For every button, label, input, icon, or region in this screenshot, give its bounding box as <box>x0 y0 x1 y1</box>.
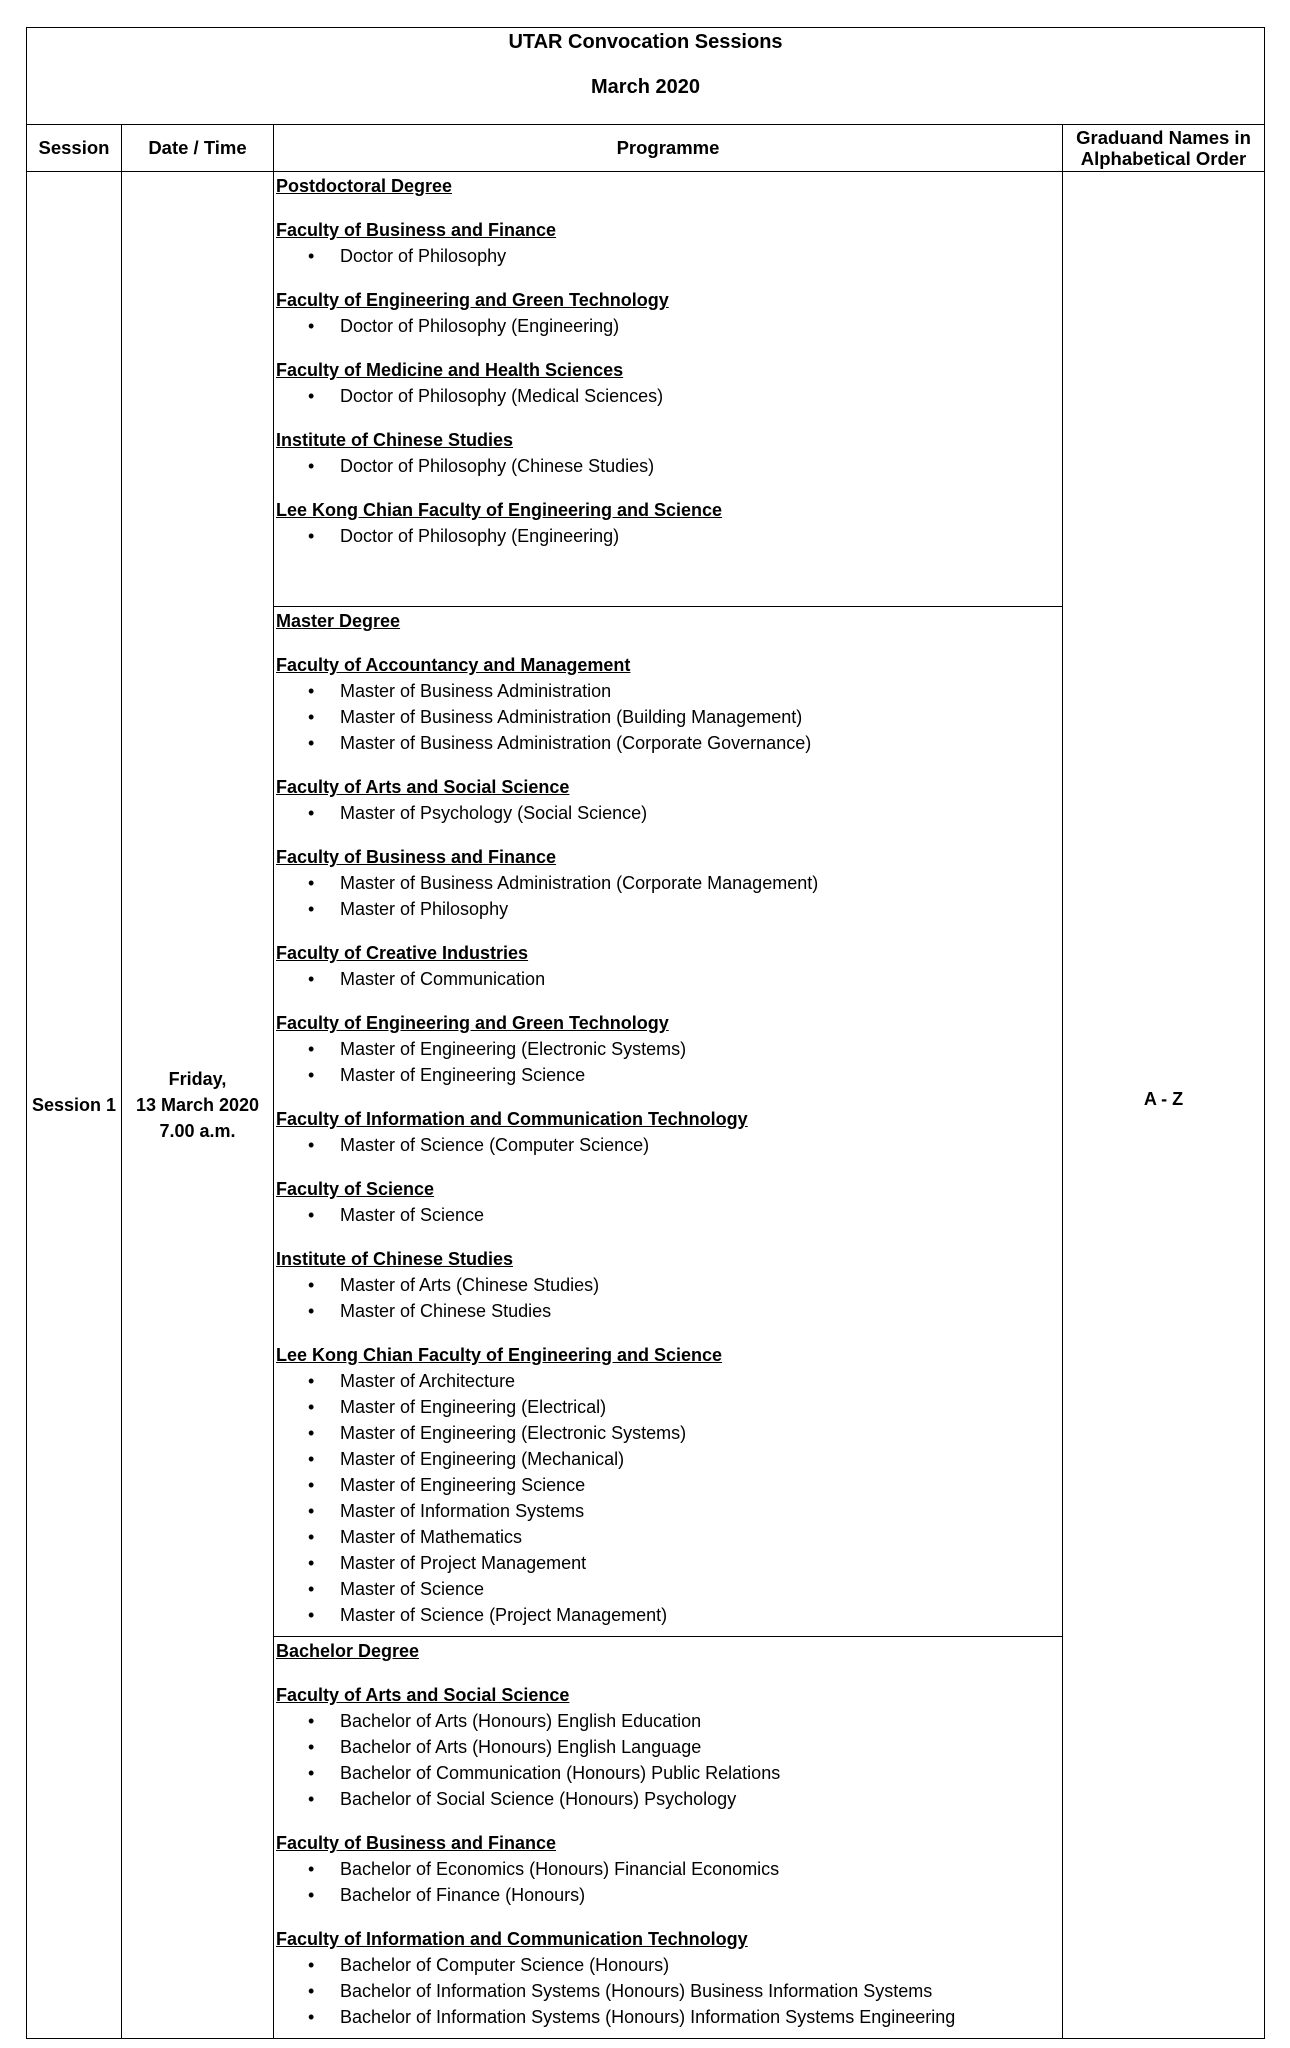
header-graduands-line1: Graduand Names in <box>1076 127 1251 148</box>
programme-item: • Master of Chinese Studies <box>274 1298 1062 1324</box>
faculty-group <box>274 1682 1062 1812</box>
faculty-name: Faculty of Business and Finance <box>276 1833 557 1853</box>
document-title: UTAR Convocation Sessions <box>508 31 783 53</box>
programme-list <box>274 453 1062 479</box>
degree-block <box>274 172 1062 607</box>
programme-list <box>274 800 1062 826</box>
programme-list <box>274 243 1062 269</box>
faculty-name: Faculty of Information and Communication Technology <box>276 1109 748 1129</box>
programme-item: • Bachelor of Information Systems (Honours) Information Systems Engineering <box>274 2004 1062 2030</box>
session-date: 13 March 2020 <box>135 1095 260 1115</box>
faculty-name: Faculty of Arts and Social Science <box>276 777 570 797</box>
faculty-group <box>274 497 1062 549</box>
programme-item: • Bachelor of Arts (Honours) English Language <box>274 1734 1062 1760</box>
programme-item: • Bachelor of Communication (Honours) Public Relations <box>274 1760 1062 1786</box>
programme-list <box>274 1036 1062 1088</box>
degree-block <box>274 607 1062 1637</box>
faculty-group <box>274 357 1062 409</box>
programme-list <box>274 1202 1062 1228</box>
programme-item: • Doctor of Philosophy (Medical Sciences) <box>274 383 1062 409</box>
programme-list <box>274 1368 1062 1628</box>
programme-item: • Master of Engineering Science <box>274 1472 1062 1498</box>
programme-item: • Doctor of Philosophy (Chinese Studies) <box>274 453 1062 479</box>
faculty-group <box>274 1830 1062 1908</box>
faculty-group <box>274 844 1062 922</box>
programme-list <box>274 1708 1062 1812</box>
faculty-name: Faculty of Information and Communication Technology <box>276 1929 748 1949</box>
header-session: Session <box>27 125 122 172</box>
faculty-name: Faculty of Arts and Social Science <box>276 1685 570 1705</box>
programme-item: • Bachelor of Economics (Honours) Financial Economics <box>274 1856 1062 1882</box>
programme-item: • Bachelor of Social Science (Honours) Psychology <box>274 1786 1062 1812</box>
programme-list <box>274 1132 1062 1158</box>
programme-item: • Master of Business Administration <box>274 678 1062 704</box>
header-graduands <box>1063 125 1265 172</box>
header-datetime: Date / Time <box>122 125 274 172</box>
programme-list <box>274 870 1062 922</box>
programme-item: • Bachelor of Arts (Honours) English Education <box>274 1708 1062 1734</box>
session-time: 7.00 a.m. <box>159 1121 236 1141</box>
programme-item: • Master of Engineering (Electronic Systems) <box>274 1036 1062 1062</box>
programme-list <box>274 383 1062 409</box>
faculty-group <box>274 940 1062 992</box>
faculty-name: Faculty of Creative Industries <box>276 943 529 963</box>
programme-item: • Doctor of Philosophy (Engineering) <box>274 313 1062 339</box>
programme-item: • Master of Business Administration (Building Management) <box>274 704 1062 730</box>
faculty-name: Faculty of Engineering and Green Technology <box>276 1013 669 1033</box>
programme-item: • Master of Arts (Chinese Studies) <box>274 1272 1062 1298</box>
degree-heading: Bachelor Degree <box>276 1641 420 1661</box>
programme-item: • Master of Engineering Science <box>274 1062 1062 1088</box>
programme-item: • Master of Science (Computer Science) <box>274 1132 1062 1158</box>
session-datetime <box>122 172 274 2039</box>
programme-item: • Master of Philosophy <box>274 896 1062 922</box>
table-title-cell <box>27 28 1265 125</box>
programme-list <box>274 313 1062 339</box>
faculty-group <box>274 774 1062 826</box>
programme-item: • Master of Engineering (Electronic Systems) <box>274 1420 1062 1446</box>
programme-list <box>274 1952 1062 2030</box>
programme-item: • Master of Communication <box>274 966 1062 992</box>
programme-item: • Master of Business Administration (Corporate Management) <box>274 870 1062 896</box>
programme-item: • Doctor of Philosophy (Engineering) <box>274 523 1062 549</box>
programme-item: • Master of Business Administration (Corporate Governance) <box>274 730 1062 756</box>
faculty-name: Faculty of Science <box>276 1179 435 1199</box>
degree-heading: Master Degree <box>276 611 401 631</box>
programme-item: • Master of Science <box>274 1576 1062 1602</box>
faculty-group <box>274 217 1062 269</box>
faculty-group <box>274 287 1062 339</box>
faculty-name: Institute of Chinese Studies <box>276 430 514 450</box>
document-subtitle: March 2020 <box>591 76 700 98</box>
programme-item: • Bachelor of Finance (Honours) <box>274 1882 1062 1908</box>
programme-item: • Master of Engineering (Mechanical) <box>274 1446 1062 1472</box>
programme-list <box>274 1272 1062 1324</box>
convocation-table <box>26 27 1265 2039</box>
faculty-group <box>274 1246 1062 1324</box>
programme-item: • Master of Science (Project Management) <box>274 1602 1062 1628</box>
faculty-group <box>274 1926 1062 2030</box>
faculty-name: Faculty of Medicine and Health Sciences <box>276 360 624 380</box>
degree-heading: Postdoctoral Degree <box>276 176 453 196</box>
header-graduands-line2: Alphabetical Order <box>1080 148 1247 169</box>
faculty-group <box>274 1106 1062 1158</box>
faculty-name: Faculty of Accountancy and Management <box>276 655 631 675</box>
faculty-group <box>274 1176 1062 1228</box>
programme-list <box>274 1856 1062 1908</box>
session-day: Friday, <box>168 1069 227 1089</box>
programme-item: • Master of Architecture <box>274 1368 1062 1394</box>
programme-item: • Bachelor of Information Systems (Honours) Business Information Systems <box>274 1978 1062 2004</box>
faculty-group <box>274 427 1062 479</box>
faculty-name: Faculty of Business and Finance <box>276 220 557 240</box>
session-name: Session 1 <box>27 172 122 2039</box>
graduands-range: A - Z <box>1063 172 1265 2039</box>
programme-list <box>274 678 1062 756</box>
faculty-group <box>274 1342 1062 1628</box>
programme-list <box>274 523 1062 549</box>
programme-item: • Bachelor of Computer Science (Honours) <box>274 1952 1062 1978</box>
programme-item: • Master of Mathematics <box>274 1524 1062 1550</box>
header-programme: Programme <box>274 125 1063 172</box>
programme-item: • Doctor of Philosophy <box>274 243 1062 269</box>
programme-cell <box>274 172 1063 2039</box>
faculty-name: Lee Kong Chian Faculty of Engineering and Science <box>276 1345 723 1365</box>
programme-item: • Master of Psychology (Social Science) <box>274 800 1062 826</box>
programme-item: • Master of Engineering (Electrical) <box>274 1394 1062 1420</box>
programme-item: • Master of Science <box>274 1202 1062 1228</box>
faculty-name: Lee Kong Chian Faculty of Engineering and Science <box>276 500 723 520</box>
faculty-group <box>274 652 1062 756</box>
faculty-group <box>274 1010 1062 1088</box>
programme-item: • Master of Information Systems <box>274 1498 1062 1524</box>
programme-item: • Master of Project Management <box>274 1550 1062 1576</box>
programme-list <box>274 966 1062 992</box>
faculty-name: Faculty of Business and Finance <box>276 847 557 867</box>
faculty-name: Faculty of Engineering and Green Technology <box>276 290 669 310</box>
faculty-name: Institute of Chinese Studies <box>276 1249 514 1269</box>
degree-block <box>274 1637 1062 2030</box>
